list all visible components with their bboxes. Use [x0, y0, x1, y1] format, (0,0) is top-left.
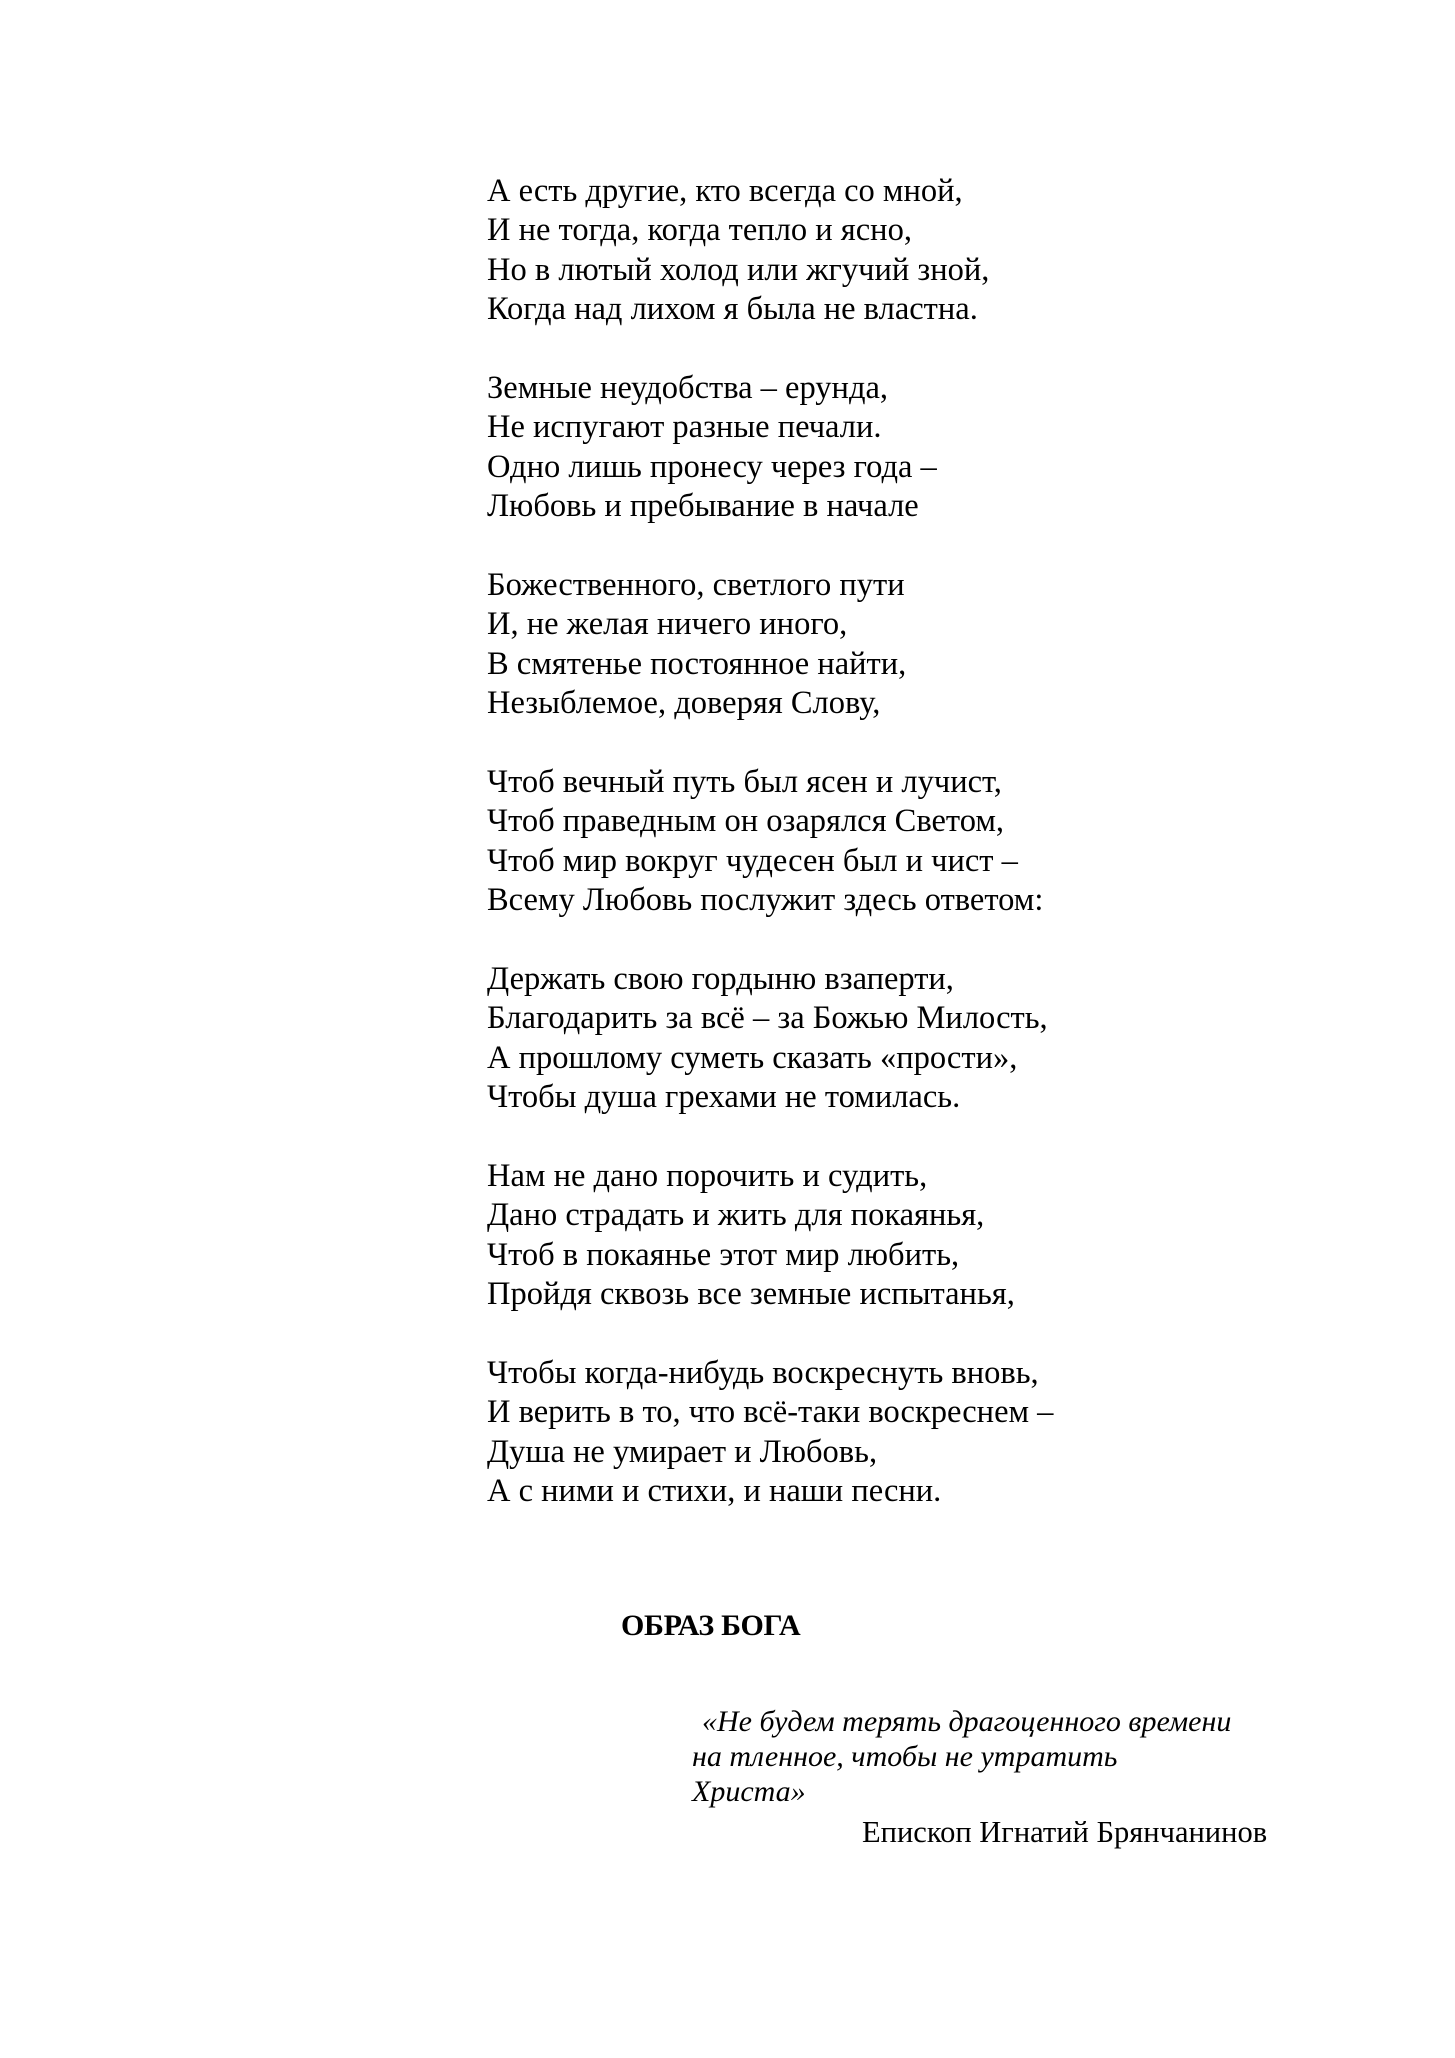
epigraph-line: «Не будем терять драгоценного времени — [702, 1705, 1232, 1738]
section-title: ОБРАЗ БОГА — [621, 1609, 801, 1642]
poem-line: В смятенье постоянное найти, — [487, 645, 907, 682]
poem-line: Любовь и пребывание в начале — [487, 488, 919, 525]
stanza-2 — [487, 369, 1053, 527]
poem-line: Нам не дано порочить и судить, — [487, 1157, 928, 1194]
poem-line: И, не желая ничего иного, — [487, 606, 848, 643]
poem-line: Божественного, светлого пути — [487, 566, 905, 603]
poem-line: Незыблемое, доверяя Слову, — [487, 685, 881, 722]
epigraph-line: на тленное, чтобы не утратить — [692, 1740, 1118, 1773]
stanza-4 — [487, 763, 1053, 921]
poem-line: Дано страдать и жить для покаянья, — [487, 1197, 985, 1234]
epigraph-author: Епископ Игнатий Брянчанинов — [862, 1815, 1268, 1849]
poem-line: Чтобы душа грехами не томилась. — [487, 1078, 961, 1115]
poem-line: Чтоб вечный путь был ясен и лучист, — [487, 763, 1002, 800]
poem-line: Но в лютый холод или жгучий зной, — [487, 251, 990, 288]
poem-line: И не тогда, когда тепло и ясно, — [487, 212, 912, 249]
stanza-5 — [487, 960, 1053, 1118]
stanza-3 — [487, 566, 1053, 724]
poem-line: Чтоб праведным он озарялся Светом, — [487, 803, 1005, 840]
stanza-7 — [487, 1354, 1053, 1512]
poem-line: Душа не умирает и Любовь, — [487, 1433, 878, 1470]
poem-line: Когда над лихом я была не властна. — [487, 291, 978, 328]
poem-line: Не испугают разные печали. — [487, 409, 882, 446]
stanza-6 — [487, 1157, 1053, 1315]
poem-line: Земные неудобства – ерунда, — [487, 369, 889, 406]
poem-line: Всему Любовь послужит здесь ответом: — [487, 882, 1044, 919]
poem-line: Чтобы когда-нибудь воскреснуть вновь, — [487, 1354, 1039, 1391]
poem-line: Держать свою гордыню взаперти, — [487, 960, 954, 997]
poem-line: Чтоб в покаянье этот мир любить, — [487, 1236, 960, 1273]
stanza-1 — [487, 172, 1053, 330]
poem-line: А с ними и стихи, и наши песни. — [487, 1472, 942, 1509]
epigraph-line: Христа» — [692, 1775, 806, 1808]
poem-line: Одно лишь пронесу через года – — [487, 448, 937, 485]
poem-line: Благодарить за всё – за Божью Милость, — [487, 1000, 1048, 1037]
poem-line: И верить в то, что всё-таки воскреснем – — [487, 1394, 1054, 1431]
poem-line: Чтоб мир вокруг чудесен был и чист – — [487, 842, 1018, 879]
poem-body — [487, 172, 1053, 1511]
poem-line: А прошлому суметь сказать «прости», — [487, 1039, 1018, 1076]
epigraph-quote — [692, 1704, 1231, 1809]
poem-line: А есть другие, кто всегда со мной, — [487, 173, 963, 209]
poem-line: Пройдя сквозь все земные испытанья, — [487, 1275, 1015, 1312]
